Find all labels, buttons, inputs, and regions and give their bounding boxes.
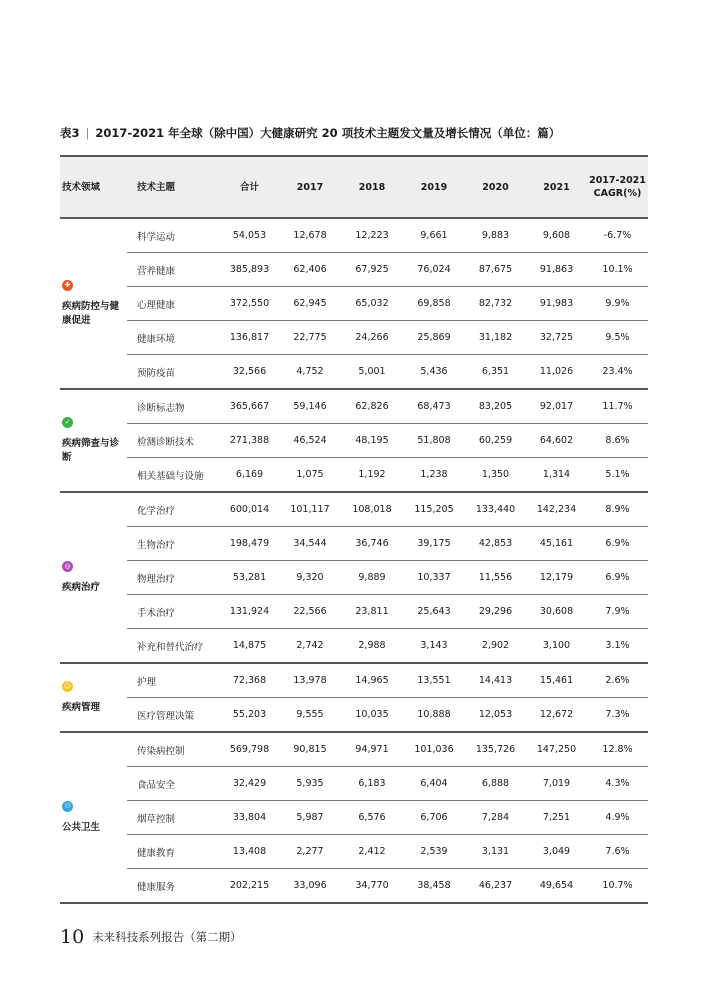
y2020-cell: 82,732 — [465, 287, 526, 321]
people-icon: ⚇ — [62, 801, 73, 812]
header-2018: 2018 — [341, 156, 403, 218]
y2021-cell: 49,654 — [526, 869, 587, 904]
area-cell — [60, 389, 127, 492]
y2021-cell: 32,725 — [526, 321, 587, 355]
y2020-cell: 11,556 — [465, 561, 526, 595]
cagr-cell: 9.5% — [587, 321, 648, 355]
report-title: 未来科技系列报告（第二期） — [92, 930, 242, 944]
y2017-cell: 90,815 — [279, 732, 341, 767]
y2017-cell: 12,678 — [279, 218, 341, 253]
area-name: 疾病治疗 — [62, 581, 101, 593]
y2018-cell: 34,770 — [341, 869, 403, 904]
target-icon: ◎ — [62, 561, 73, 572]
y2017-cell: 59,146 — [279, 389, 341, 424]
y2017-cell: 62,406 — [279, 253, 341, 287]
table-row — [60, 218, 648, 253]
y2018-cell: 67,925 — [341, 253, 403, 287]
y2020-cell: 42,853 — [465, 527, 526, 561]
y2018-cell: 12,223 — [341, 218, 403, 253]
topic-cell: 相关基础与设施 — [127, 458, 220, 493]
total-cell: 14,875 — [220, 629, 279, 664]
table-caption-text: 2017-2021 年全球（除中国）大健康研究 20 项技术主题发文量及增长情况（单位：篇） — [95, 126, 561, 140]
total-cell: 72,368 — [220, 663, 279, 698]
header-cagr-line2: CAGR(%) — [593, 188, 642, 199]
y2019-cell: 51,808 — [403, 424, 465, 458]
caption-separator: | — [85, 126, 90, 140]
cagr-cell: 4.9% — [587, 801, 648, 835]
table-row — [60, 732, 648, 767]
y2019-cell: 6,404 — [403, 767, 465, 801]
y2021-cell: 91,863 — [526, 253, 587, 287]
y2019-cell: 10,337 — [403, 561, 465, 595]
y2019-cell: 101,036 — [403, 732, 465, 767]
table-row — [60, 458, 648, 493]
y2019-cell: 13,551 — [403, 663, 465, 698]
cagr-cell: 11.7% — [587, 389, 648, 424]
topic-cell: 健康环境 — [127, 321, 220, 355]
y2020-cell: 83,205 — [465, 389, 526, 424]
y2020-cell: 2,902 — [465, 629, 526, 664]
cagr-cell: 8.6% — [587, 424, 648, 458]
y2018-cell: 48,195 — [341, 424, 403, 458]
y2018-cell: 36,746 — [341, 527, 403, 561]
y2017-cell: 46,524 — [279, 424, 341, 458]
y2020-cell: 9,883 — [465, 218, 526, 253]
total-cell: 365,667 — [220, 389, 279, 424]
area-cell — [60, 492, 127, 663]
cagr-cell: 10.7% — [587, 869, 648, 904]
total-cell: 372,550 — [220, 287, 279, 321]
y2020-cell: 87,675 — [465, 253, 526, 287]
table-row — [60, 869, 648, 904]
y2018-cell: 23,811 — [341, 595, 403, 629]
topic-cell: 诊断标志物 — [127, 389, 220, 424]
y2019-cell: 10,888 — [403, 698, 465, 733]
total-cell: 271,388 — [220, 424, 279, 458]
cagr-cell: 5.1% — [587, 458, 648, 493]
y2021-cell: 45,161 — [526, 527, 587, 561]
topic-cell: 手术治疗 — [127, 595, 220, 629]
y2021-cell: 9,608 — [526, 218, 587, 253]
topic-cell: 传染病控制 — [127, 732, 220, 767]
total-cell: 202,215 — [220, 869, 279, 904]
cagr-cell: 10.1% — [587, 253, 648, 287]
cagr-cell: 3.1% — [587, 629, 648, 664]
total-cell: 385,893 — [220, 253, 279, 287]
topic-cell: 检测诊断技术 — [127, 424, 220, 458]
y2017-cell: 13,978 — [279, 663, 341, 698]
table-row — [60, 355, 648, 390]
y2018-cell: 94,971 — [341, 732, 403, 767]
table-row — [60, 663, 648, 698]
y2019-cell: 68,473 — [403, 389, 465, 424]
y2019-cell: 3,143 — [403, 629, 465, 664]
topic-cell: 护理 — [127, 663, 220, 698]
y2018-cell: 1,192 — [341, 458, 403, 493]
cagr-cell: 6.9% — [587, 561, 648, 595]
y2017-cell: 4,752 — [279, 355, 341, 390]
y2019-cell: 1,238 — [403, 458, 465, 493]
total-cell: 600,014 — [220, 492, 279, 527]
table-row — [60, 321, 648, 355]
y2017-cell: 101,117 — [279, 492, 341, 527]
total-cell: 6,169 — [220, 458, 279, 493]
cagr-cell: 7.3% — [587, 698, 648, 733]
test-tube-icon: ✓ — [62, 417, 73, 428]
topic-cell: 预防疫苗 — [127, 355, 220, 390]
table-caption-label: 表3 — [60, 126, 80, 140]
topic-cell: 物理治疗 — [127, 561, 220, 595]
header-2019: 2019 — [403, 156, 465, 218]
area-cell — [60, 732, 127, 903]
y2021-cell: 142,234 — [526, 492, 587, 527]
table-row — [60, 389, 648, 424]
table-row — [60, 492, 648, 527]
y2017-cell: 5,935 — [279, 767, 341, 801]
cagr-cell: 23.4% — [587, 355, 648, 390]
total-cell: 569,798 — [220, 732, 279, 767]
y2021-cell: 3,100 — [526, 629, 587, 664]
page-footer — [60, 926, 242, 956]
y2020-cell: 12,053 — [465, 698, 526, 733]
y2021-cell: 12,672 — [526, 698, 587, 733]
header-2021: 2021 — [526, 156, 587, 218]
table-row — [60, 835, 648, 869]
topic-cell: 烟草控制 — [127, 801, 220, 835]
y2021-cell: 91,983 — [526, 287, 587, 321]
y2018-cell: 65,032 — [341, 287, 403, 321]
y2019-cell: 9,661 — [403, 218, 465, 253]
y2020-cell: 46,237 — [465, 869, 526, 904]
table-row — [60, 253, 648, 287]
y2019-cell: 6,706 — [403, 801, 465, 835]
y2019-cell: 25,643 — [403, 595, 465, 629]
y2021-cell: 1,314 — [526, 458, 587, 493]
topic-cell: 科学运动 — [127, 218, 220, 253]
header-cagr — [587, 156, 648, 218]
y2021-cell: 15,461 — [526, 663, 587, 698]
y2020-cell: 1,350 — [465, 458, 526, 493]
total-cell: 13,408 — [220, 835, 279, 869]
cagr-cell: 6.9% — [587, 527, 648, 561]
y2020-cell: 6,351 — [465, 355, 526, 390]
y2018-cell: 10,035 — [341, 698, 403, 733]
area-cell — [60, 218, 127, 389]
table-row — [60, 801, 648, 835]
cagr-cell: -6.7% — [587, 218, 648, 253]
y2020-cell: 133,440 — [465, 492, 526, 527]
y2019-cell: 69,858 — [403, 287, 465, 321]
y2018-cell: 2,412 — [341, 835, 403, 869]
total-cell: 136,817 — [220, 321, 279, 355]
table-row — [60, 424, 648, 458]
topic-cell: 生物治疗 — [127, 527, 220, 561]
y2018-cell: 24,266 — [341, 321, 403, 355]
y2020-cell: 135,726 — [465, 732, 526, 767]
y2017-cell: 1,075 — [279, 458, 341, 493]
y2021-cell: 64,602 — [526, 424, 587, 458]
y2018-cell: 6,183 — [341, 767, 403, 801]
topic-cell: 化学治疗 — [127, 492, 220, 527]
header-cagr-line1: 2017-2021 — [589, 175, 646, 186]
header-2020: 2020 — [465, 156, 526, 218]
header-total: 合计 — [220, 156, 279, 218]
cagr-cell: 4.3% — [587, 767, 648, 801]
total-cell: 55,203 — [220, 698, 279, 733]
shield-icon: ✚ — [62, 280, 73, 291]
area-name: 公共卫生 — [62, 821, 101, 833]
y2021-cell: 11,026 — [526, 355, 587, 390]
cagr-cell: 9.9% — [587, 287, 648, 321]
y2021-cell: 30,608 — [526, 595, 587, 629]
y2018-cell: 62,826 — [341, 389, 403, 424]
smile-icon: ☺ — [63, 681, 72, 690]
y2019-cell: 5,436 — [403, 355, 465, 390]
y2017-cell: 2,277 — [279, 835, 341, 869]
cagr-cell: 7.9% — [587, 595, 648, 629]
y2020-cell: 29,296 — [465, 595, 526, 629]
header-area: 技术领域 — [60, 156, 127, 218]
y2017-cell: 5,987 — [279, 801, 341, 835]
y2021-cell: 147,250 — [526, 732, 587, 767]
topic-cell: 医疗管理决策 — [127, 698, 220, 733]
y2020-cell: 3,131 — [465, 835, 526, 869]
y2017-cell: 62,945 — [279, 287, 341, 321]
table-row — [60, 527, 648, 561]
cagr-cell: 8.9% — [587, 492, 648, 527]
topic-cell: 健康教育 — [127, 835, 220, 869]
table-row — [60, 767, 648, 801]
y2017-cell: 2,742 — [279, 629, 341, 664]
header-2017: 2017 — [279, 156, 341, 218]
y2021-cell: 3,049 — [526, 835, 587, 869]
table-header-row — [60, 156, 648, 218]
y2020-cell: 7,284 — [465, 801, 526, 835]
y2017-cell: 34,544 — [279, 527, 341, 561]
y2021-cell: 7,019 — [526, 767, 587, 801]
y2020-cell: 60,259 — [465, 424, 526, 458]
y2019-cell: 115,205 — [403, 492, 465, 527]
y2017-cell: 22,775 — [279, 321, 341, 355]
y2019-cell: 76,024 — [403, 253, 465, 287]
y2021-cell: 92,017 — [526, 389, 587, 424]
y2020-cell: 31,182 — [465, 321, 526, 355]
table-row — [60, 287, 648, 321]
y2021-cell: 12,179 — [526, 561, 587, 595]
data-table — [60, 155, 648, 904]
table-row — [60, 595, 648, 629]
header-topic: 技术主题 — [127, 156, 220, 218]
y2017-cell: 33,096 — [279, 869, 341, 904]
y2019-cell: 38,458 — [403, 869, 465, 904]
y2018-cell: 5,001 — [341, 355, 403, 390]
topic-cell: 心理健康 — [127, 287, 220, 321]
y2019-cell: 39,175 — [403, 527, 465, 561]
area-name: 疾病筛查与诊断 — [62, 437, 120, 463]
cagr-cell: 7.6% — [587, 835, 648, 869]
y2018-cell: 6,576 — [341, 801, 403, 835]
table-body — [60, 218, 648, 903]
total-cell: 54,053 — [220, 218, 279, 253]
total-cell: 198,479 — [220, 527, 279, 561]
topic-cell: 健康服务 — [127, 869, 220, 904]
y2019-cell: 25,869 — [403, 321, 465, 355]
table-row — [60, 561, 648, 595]
total-cell: 33,804 — [220, 801, 279, 835]
table-header — [60, 156, 648, 218]
table-row — [60, 629, 648, 664]
y2021-cell: 7,251 — [526, 801, 587, 835]
y2017-cell: 9,320 — [279, 561, 341, 595]
total-cell: 32,566 — [220, 355, 279, 390]
y2018-cell: 108,018 — [341, 492, 403, 527]
y2020-cell: 14,413 — [465, 663, 526, 698]
topic-cell: 食品安全 — [127, 767, 220, 801]
topic-cell: 补充和替代治疗 — [127, 629, 220, 664]
y2018-cell: 14,965 — [341, 663, 403, 698]
page-number: 10 — [60, 926, 85, 948]
y2018-cell: 9,889 — [341, 561, 403, 595]
table-caption — [60, 125, 660, 141]
y2017-cell: 9,555 — [279, 698, 341, 733]
y2019-cell: 2,539 — [403, 835, 465, 869]
total-cell: 131,924 — [220, 595, 279, 629]
total-cell: 32,429 — [220, 767, 279, 801]
area-cell — [60, 663, 127, 732]
area-name: 疾病管理 — [62, 701, 101, 713]
cagr-cell: 2.6% — [587, 663, 648, 698]
topic-cell: 营养健康 — [127, 253, 220, 287]
area-name: 疾病防控与健康促进 — [62, 300, 120, 326]
table-row — [60, 698, 648, 733]
y2017-cell: 22,566 — [279, 595, 341, 629]
cagr-cell: 12.8% — [587, 732, 648, 767]
total-cell: 53,281 — [220, 561, 279, 595]
y2020-cell: 6,888 — [465, 767, 526, 801]
y2018-cell: 2,988 — [341, 629, 403, 664]
